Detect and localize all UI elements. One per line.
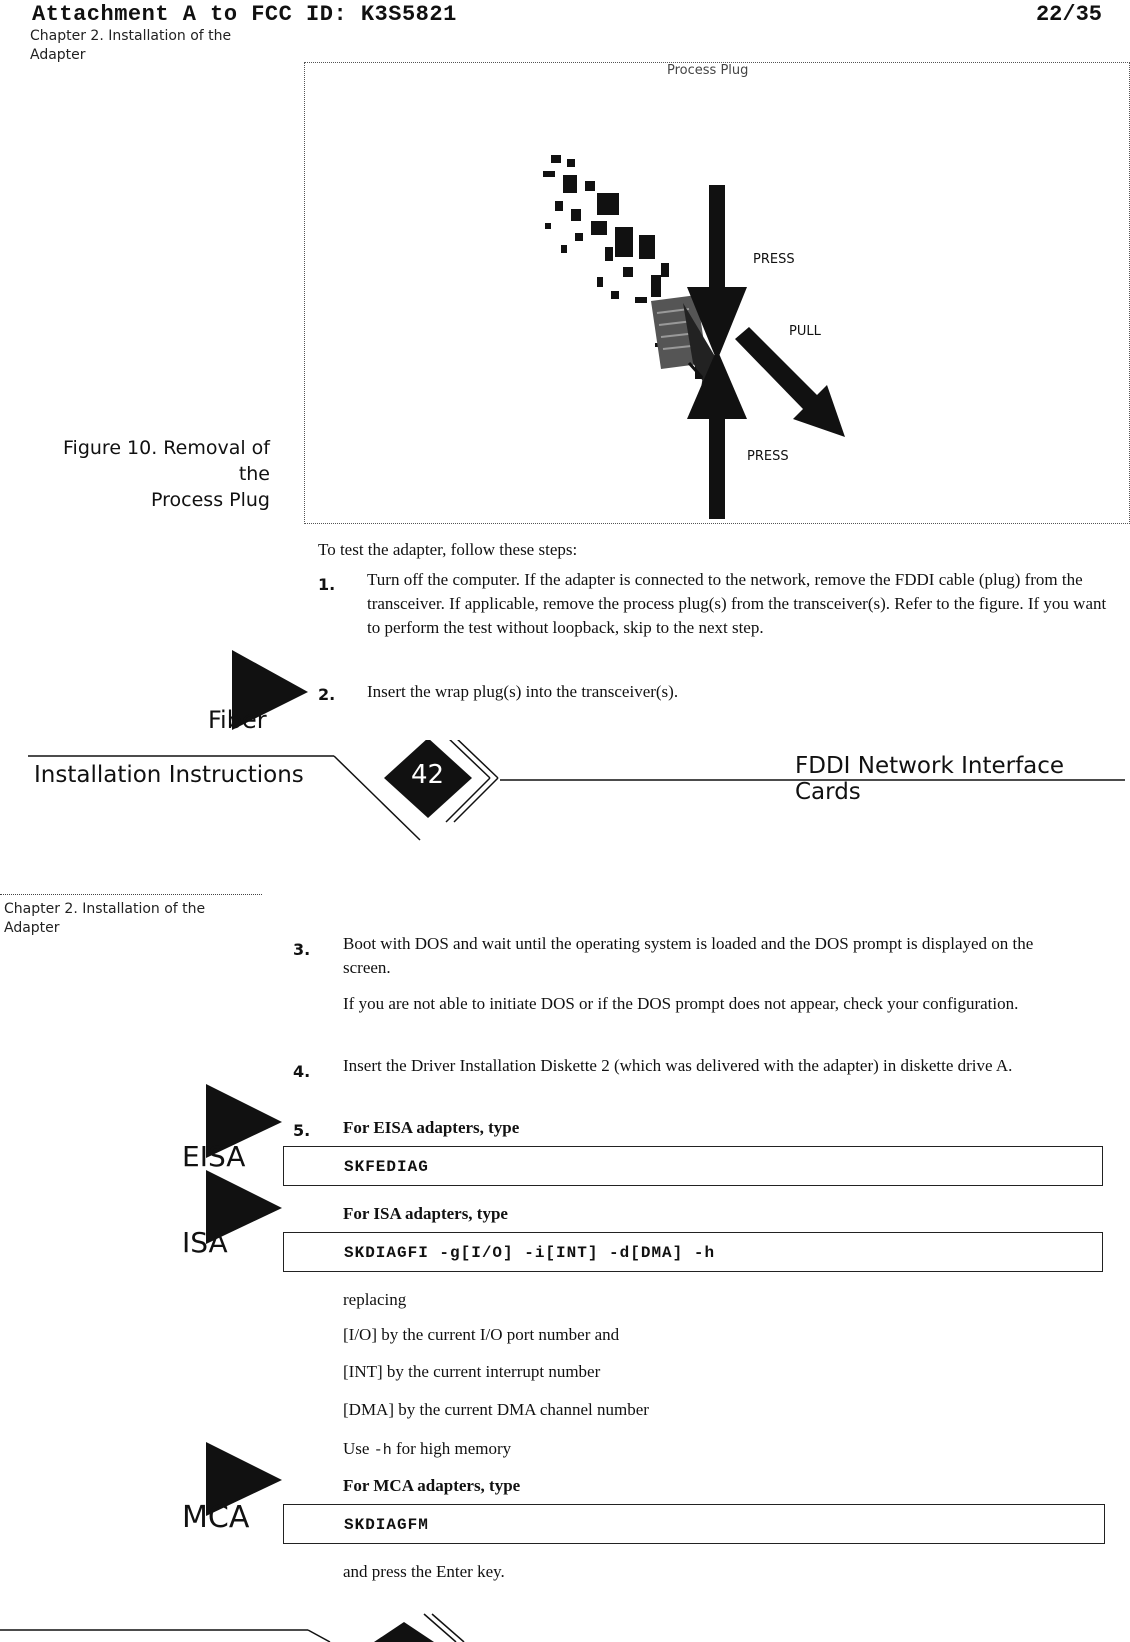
replace-item: [I/O] by the current I/O port number and: [343, 1325, 620, 1344]
figure-box: [304, 62, 1130, 524]
process-plug-illustration: [305, 63, 1129, 523]
chapter-divider: [0, 894, 262, 895]
footer-left-text: Installation Instructions: [34, 762, 304, 788]
use-prefix: Use: [343, 1439, 370, 1458]
step-number: 4.: [293, 1062, 311, 1081]
eisa-icon: EISA: [182, 1140, 246, 1173]
figure-title: Process Plug: [667, 63, 749, 78]
high-memory-note: [343, 1437, 511, 1463]
eisa-command: SKFEDIAG: [344, 1158, 429, 1176]
replacing-text: replacing: [343, 1290, 407, 1309]
step-text: Insert the wrap plug(s) into the transceiver(s).: [367, 682, 679, 701]
chapter-line: Chapter 2. Installation of the: [30, 28, 232, 44]
caption-line: Process Plug: [151, 489, 270, 511]
label-press-bottom: PRESS: [747, 449, 789, 464]
step-text: Turn off the computer. If the adapter is connected to the network, remove the FDDI cable (plug) from the transceiver. If applicable, remove the process plug(s) from the transceiver(s). Refer to the figure. If you want to perform the test without loopback, skip to the next step.: [367, 570, 1107, 637]
step-number: 5.: [293, 1121, 311, 1140]
isa-command: SKDIAGFI -g[I/O] -i[INT] -d[DMA] -h: [344, 1244, 716, 1262]
isa-icon: ISA: [182, 1226, 228, 1259]
replace-item: [INT] by the current interrupt number: [343, 1362, 601, 1381]
use-flag: -h: [373, 1442, 392, 1459]
use-suffix: for high memory: [395, 1439, 512, 1458]
fiber-icon: Fiber: [208, 706, 267, 734]
pull-arrow: [735, 327, 845, 437]
step-note: If you are not able to initiate DOS or if the DOS prompt does not appear, check your configuration.: [343, 994, 1019, 1013]
page-number-badge: 42: [411, 760, 445, 790]
chapter-heading: [30, 27, 231, 65]
eisa-command-box: [283, 1146, 1103, 1186]
footer-right-text: FDDI Network Interface Cards: [795, 753, 1065, 805]
mca-command: SKDIAGFM: [344, 1516, 429, 1534]
replace-item: [DMA] by the current DMA channel number: [343, 1400, 649, 1419]
isa-instruction: For ISA adapters, type: [343, 1204, 508, 1223]
chapter-line: Adapter: [30, 47, 86, 63]
chapter-heading: [4, 900, 205, 938]
label-press-top: PRESS: [753, 252, 795, 267]
closing-text: and press the Enter key.: [343, 1562, 505, 1581]
intro-text: To test the adapter, follow these steps:: [318, 540, 578, 559]
document-page-count: 22/35: [1035, 2, 1102, 27]
step-text: Boot with DOS and wait until the operating system is loaded and the DOS prompt is displayed on the screen.: [343, 934, 1034, 977]
step-number: 3.: [293, 940, 311, 959]
step-number: 1.: [318, 575, 336, 594]
step-number: 2.: [318, 685, 336, 704]
isa-command-box: [283, 1232, 1103, 1272]
mca-command-box: [283, 1504, 1105, 1544]
document-header-title: Attachment A to FCC ID: K3S5821: [32, 2, 457, 27]
footer-rule-partial: [0, 1600, 1130, 1642]
chapter-line: Chapter 2. Installation of the: [4, 901, 206, 917]
eisa-instruction: For EISA adapters, type: [343, 1118, 520, 1137]
mca-icon: MCA: [182, 1500, 250, 1535]
label-pull: PULL: [789, 324, 821, 339]
chapter-line: Adapter: [4, 920, 60, 936]
caption-line: Figure 10. Removal of the: [63, 437, 270, 485]
figure-caption: [30, 435, 270, 513]
step-text: Insert the Driver Installation Diskette 2 (which was delivered with the adapter) in diskette drive A.: [343, 1056, 1013, 1075]
mca-instruction: For MCA adapters, type: [343, 1476, 521, 1495]
